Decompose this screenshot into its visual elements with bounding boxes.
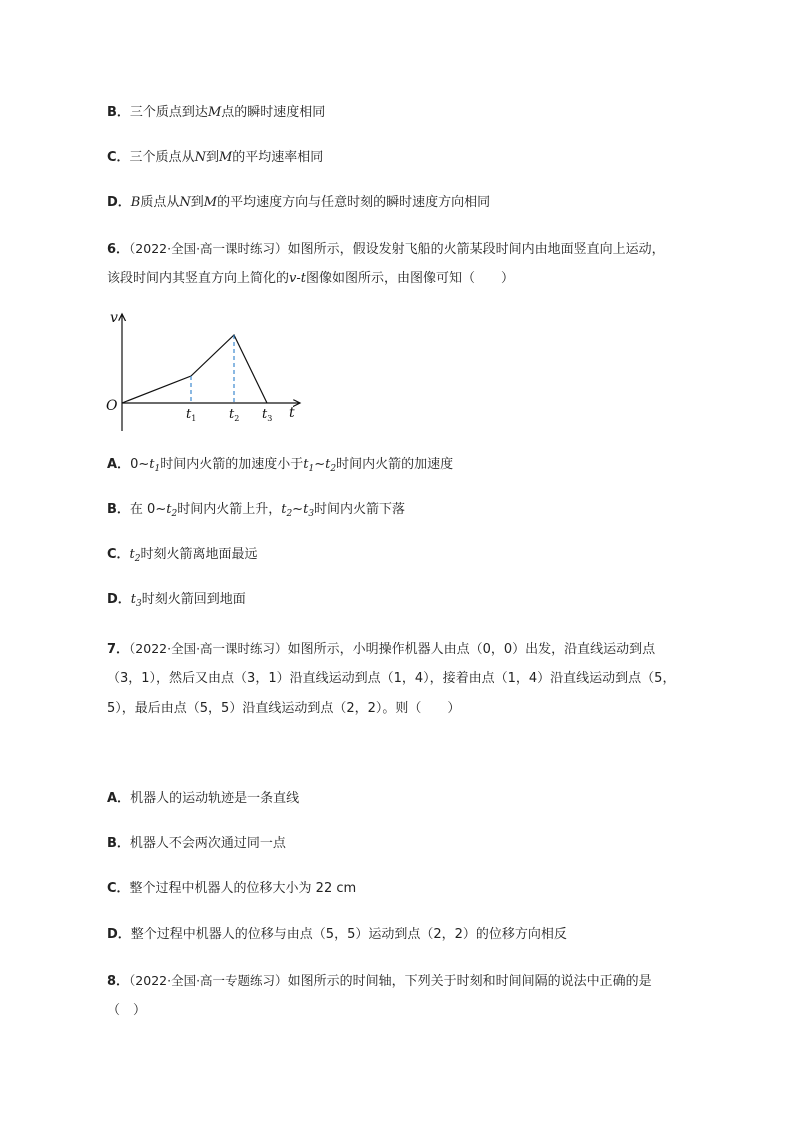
- q8-stem-line2: （ ）: [107, 1003, 147, 1018]
- q6-stem-line1: 6．（2022·全国·高一课时练习）如图所示，假设发射飞船的火箭某段时间内由地面竖直向上运动，: [107, 241, 665, 257]
- vt-curve: [122, 335, 267, 403]
- q7-stem-line3: 5），最后由点（5，5）沿直线运动到点（2，2）。则（ ）: [107, 701, 461, 716]
- x-axis-label: t: [289, 405, 295, 421]
- q6-option-c: C．$t_2$时刻火箭离地面最远: [107, 547, 258, 564]
- vt-graph: [100, 306, 310, 436]
- tick-t3: $t_3$: [262, 407, 273, 423]
- q6-option-b: B．在 $0\sim t_2$时间内火箭上升，$t_2\sim t_3$时间内火箭下落: [107, 502, 406, 519]
- origin-label: O: [106, 398, 118, 414]
- q7-option-d: D．整个过程中机器人的位移与由点（5，5）运动到点（2，2）的位移方向相反: [107, 927, 567, 942]
- option-b-prev: B．三个质点到达M点的瞬时速度相同: [107, 105, 326, 120]
- q7-option-c: C．整个过程中机器人的位移大小为 22 cm: [107, 881, 357, 896]
- q7-stem-line2: （3，1），然后又由点（3，1）沿直线运动到点（1，4），接着由点（1，4）沿直线运动到点（5，: [107, 671, 676, 686]
- option-d-prev: D．B质点从N到M的平均速度方向与任意时刻的瞬时速度方向相同: [107, 195, 491, 210]
- q6-stem-line2: 该段时间内其竖直方向上简化的v-t图像如图所示，由图像可知（ ）: [107, 271, 514, 286]
- q7-option-a: A．机器人的运动轨迹是一条直线: [107, 791, 300, 806]
- y-axis-label: v: [110, 310, 118, 326]
- q8-stem-line1: 8．（2022·全国·高一专题练习）如图所示的时间轴，下列关于时刻和时间间隔的说法中正确的是: [107, 973, 652, 989]
- q7-stem-line1: 7．（2022·全国·高一课时练习）如图所示，小明操作机器人由点（0，0）出发，沿直线运动到点: [107, 641, 656, 657]
- q7-option-b: B．机器人不会两次通过同一点: [107, 836, 286, 851]
- q6-option-a: A．$0\sim t_1$时间内火箭的加速度小于$t_1\sim t_2$时间内火箭的加速度: [107, 457, 454, 474]
- q6-option-d: D．$t_3$时刻火箭回到地面: [107, 592, 246, 609]
- tick-t2: $t_2$: [229, 407, 240, 423]
- tick-t1: $t_1$: [186, 407, 197, 423]
- option-c-prev: C．三个质点从N到M的平均速率相同: [107, 150, 324, 165]
